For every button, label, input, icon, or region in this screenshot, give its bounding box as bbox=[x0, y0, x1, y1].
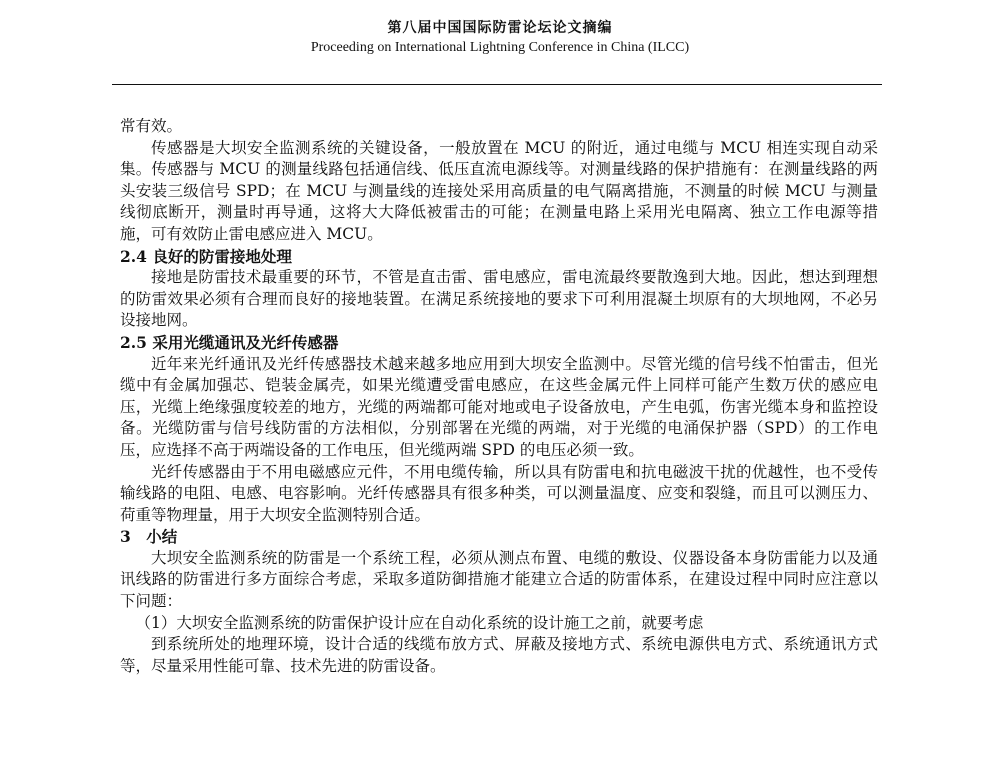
paragraph-fiber-sensor: 光纤传感器由于不用电磁感应元件，不用电缆传输，所以具有防雷电和抗电磁波干扰的优越性，也不受传输线路的电阻、电感、电容影响。光纤传感器具有很多种类，可以测量温度、应变和裂缝，而且可以测压力、荷重等物理量，用于大坝安全监测特别合适。 bbox=[120, 462, 878, 524]
section-heading-2-5: 2.5 采用光缆通讯及光纤传感器 bbox=[120, 332, 339, 352]
section-heading-2-4: 2.4 良好的防雷接地处理 bbox=[120, 246, 292, 266]
body-text bbox=[120, 116, 878, 677]
paragraph-grounding: 接地是防雷技术最重要的环节，不管是直击雷、雷电感应，雷电流最终要散逸到大地。因此，想达到理想的防雷效果必须有合理而良好的接地装置。在满足系统接地的要求下可利用混凝土坝原有的大坝地网，不必另设接地网。 bbox=[120, 268, 878, 330]
header-title-english: Proceeding on International Lightning Conference in China (ILCC) bbox=[310, 40, 690, 55]
paragraph-fiber-comm: 近年来光纤通讯及光纤传感器技术越来越多地应用到大坝安全监测中。尽管光缆的信号线不怕雷击，但光缆中有金属加强芯、铠装金属壳，如果光缆遭受雷电感应，在这些金属元件上同样可能产生数万伏的感应电压，光缆上绝缘强度较差的地方，光缆的两端都可能对地或电子设备放电，产生电弧，伤害光缆本身和监控设备。光缆防雷与信号线防雷的方法相似，分别部署在光缆的两端，对于光缆的电涌保护器（SPD）的工作电压，应选择不高于两端设备的工作电压，但光缆两端 SPD 的电压必须一致。 bbox=[120, 354, 878, 459]
header-title-chinese: 第八届中国国际防雷论坛论文摘编 bbox=[387, 20, 613, 36]
section-heading-3: 3 小结 bbox=[120, 527, 178, 547]
paragraph-sensor: 传感器是大坝安全监测系统的关键设备，一般放置在 MCU 的附近，通过电缆与 MCU 相连实现自动采集。传感器与 MCU 的测量线路包括通信线、低压直流电源线等。对测量线路的保护措施有：在测量线路的两头安装三级信号 SPD；在 MCU 与测量线的连接处采用高质量的电气隔离措施，不测量的时候 MCU 与测量线彻底断开，测量时再导通，这将大大降低被雷击的可能；在测量电路上采用光电隔离、独立工作电源等措施，可有效防止雷电感应进入 MCU。 bbox=[120, 138, 878, 243]
header-rule bbox=[112, 84, 882, 85]
list-item-1-continuation: 到系统所处的地理环境，设计合适的线缆布放方式、屏蔽及接地方式、系统电源供电方式、系统通讯方式等，尽量采用性能可靠、技术先进的防雷设备。 bbox=[120, 635, 878, 675]
paragraph-continuation: 常有效。 bbox=[120, 117, 183, 135]
list-item-1: （1）大坝安全监测系统的防雷保护设计应在自动化系统的设计施工之前，就要考虑 bbox=[135, 613, 704, 632]
paragraph-summary: 大坝安全监测系统的防雷是一个系统工程，必须从测点布置、电缆的敷设、仪器设备本身防雷能力以及通讯线路的防雷进行多方面综合考虑，采取多道防御措施才能建立合适的防雷体系，在建设过程中同时应注意以下问题： bbox=[120, 548, 878, 611]
running-header bbox=[0, 18, 1000, 58]
